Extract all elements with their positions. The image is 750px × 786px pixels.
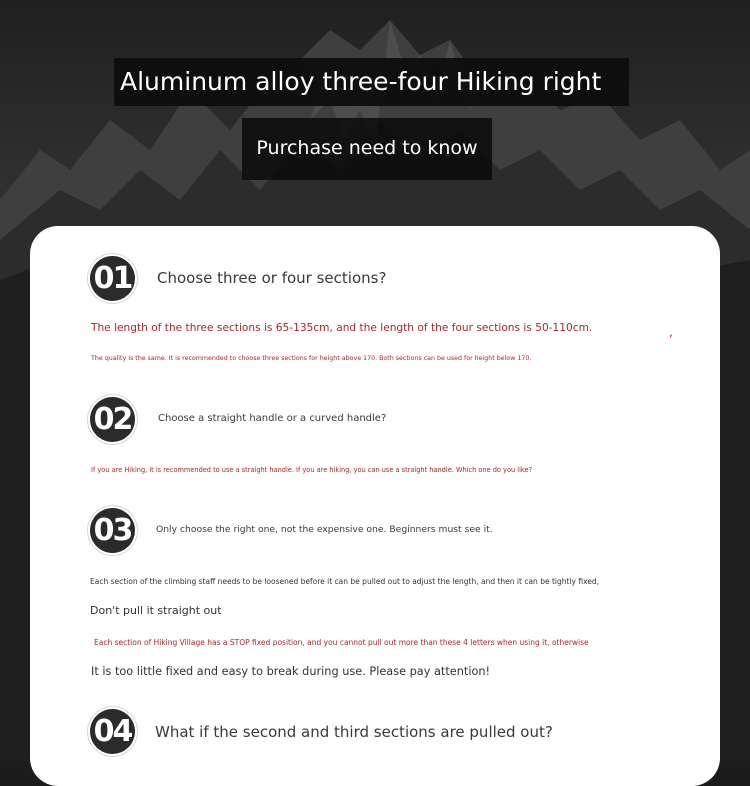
- section-text-line: The length of the three sections is 65-135cm, and the length of the four sections is 50-110cm.: [91, 322, 593, 334]
- section-text-line: Each section of the climbing staff needs to be loosened before it can be pulled out to adjust the length, and then it can be tightly fixed,: [90, 577, 600, 586]
- section-text-line: Don't pull it straight out: [90, 604, 222, 617]
- section-question: Only choose the right one, not the expensive one. Beginners must see it.: [156, 524, 493, 535]
- page-subtitle: Purchase need to know: [256, 137, 478, 159]
- section-number-badge: 01: [90, 256, 135, 301]
- section-text-line: If you are Hiking, it is recommended to use a straight handle. If you are hiking, you can use a straight handle. Which one do you like?: [91, 466, 533, 474]
- section-text-line: It is too little fixed and easy to break during use. Please pay attention!: [91, 665, 491, 678]
- section-text-line: Each section of Hiking Village has a STOP fixed position, and you cannot pull out more than these 4 letters when using it, otherwise: [94, 638, 589, 647]
- section-number-badge: 03: [90, 508, 135, 553]
- section-question: What if the second and third sections are pulled out?: [155, 723, 553, 741]
- content-card: [30, 226, 720, 786]
- section-question: Choose three or four sections?: [157, 269, 387, 287]
- page-title: Aluminum alloy three-four Hiking right: [120, 67, 602, 96]
- section-number-badge: 04: [90, 709, 135, 754]
- section-question: Choose a straight handle or a curved handle?: [158, 413, 387, 424]
- section-number-badge: 02: [90, 397, 135, 442]
- stray-comma: ,: [669, 325, 673, 339]
- section-text-line: The quality is the same. It is recommended to choose three sections for height above 170. Both sections can be used for height below 170.: [91, 355, 532, 362]
